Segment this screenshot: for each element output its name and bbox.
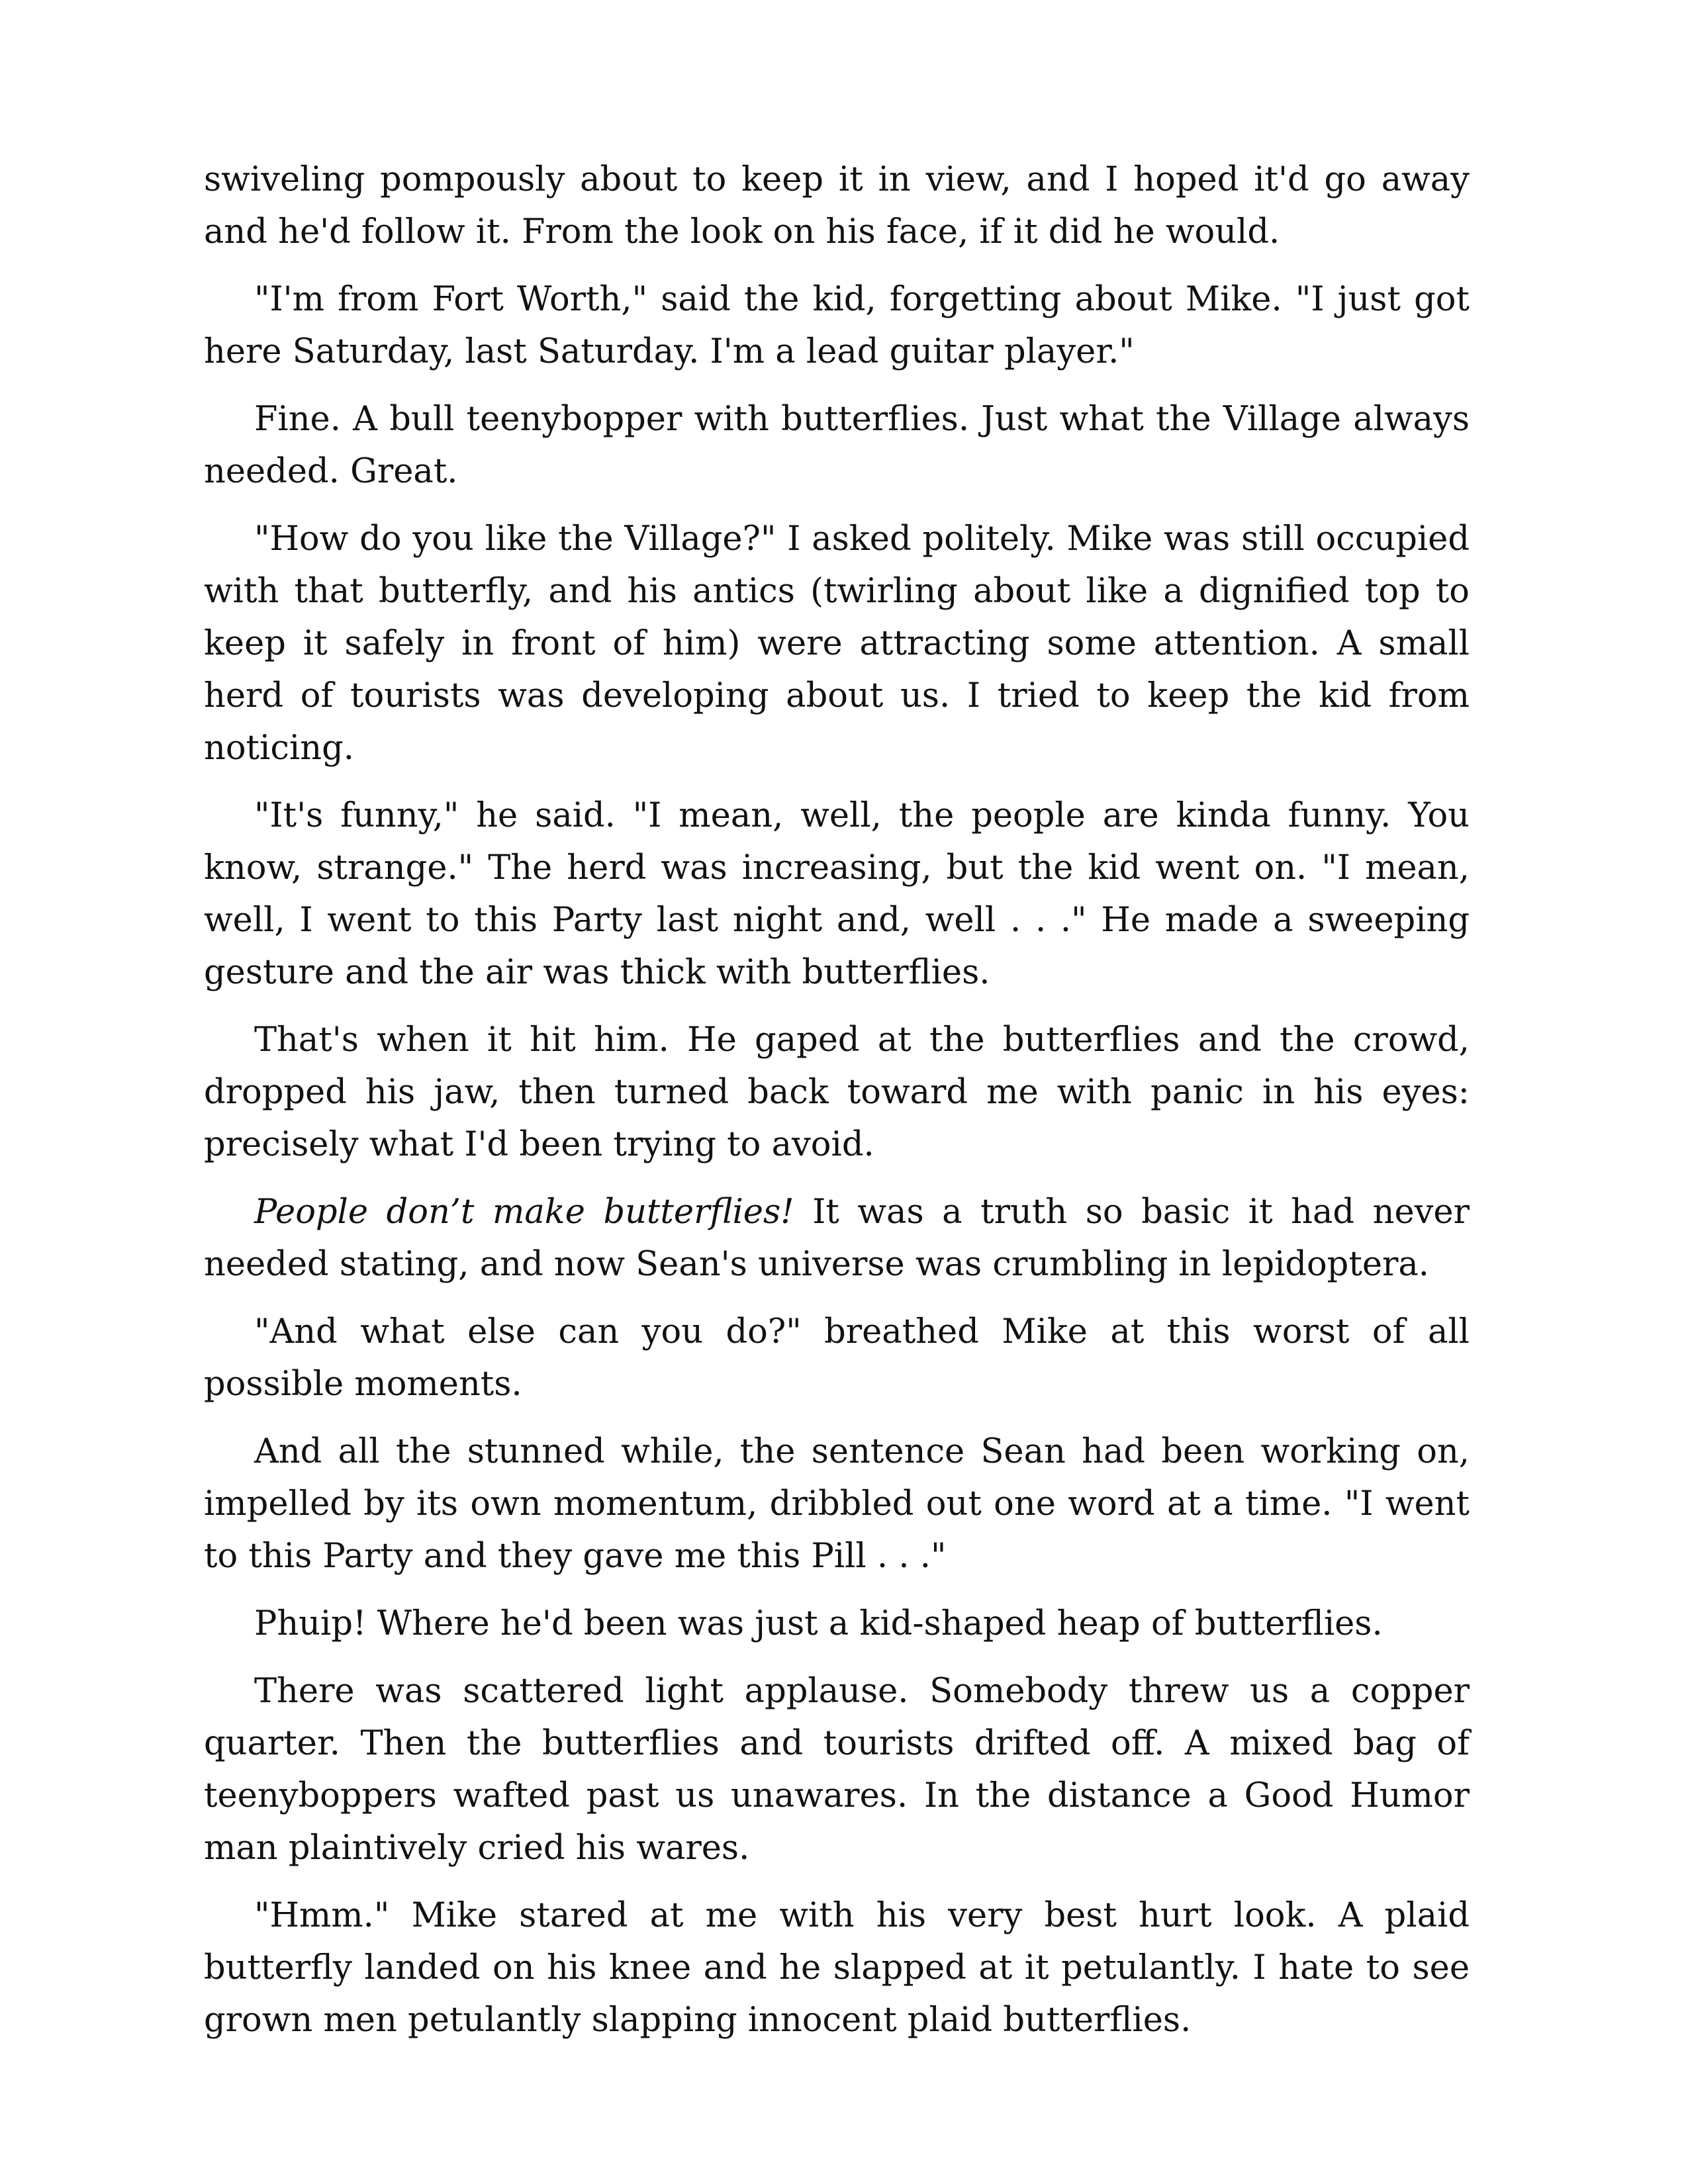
paragraph: That's when it hit him. He gaped at the butterflies and the crowd, dropped his jaw, then turned back toward me with panic in his eyes: precisely what I'd been trying to avoid. [204, 1021, 1470, 1164]
paragraph: Phuip! Where he'd been was just a kid-shaped heap of butterflies. [254, 1604, 1383, 1643]
body-text [204, 154, 1470, 2062]
paragraph: And all the stunned while, the sentence Sean had been working on, impelled by its own momentum, dribbled out one word at a time. "I went to this Party and they gave me this Pill . . ." [204, 1432, 1470, 1576]
paragraph [204, 1186, 1470, 1291]
paragraph-continuation: swiveling pompously about to keep it in view, and I hoped it'd go away and he'd follow it. From the look on his face, if it did he would. [204, 160, 1470, 251]
paragraph: Fine. A bull teenybopper with butterflies. Just what the Village always needed. Great. [204, 400, 1470, 491]
paragraph: "And what else can you do?" breathed Mike at this worst of all possible moments. [204, 1312, 1470, 1404]
paragraph: "I'm from Fort Worth," said the kid, forgetting about Mike. "I just got here Saturday, last Saturday. I'm a lead guitar player." [204, 280, 1470, 371]
paragraph: "Hmm." Mike stared at me with his very best hurt look. A plaid butterfly landed on his knee and he slapped at it petulantly. I hate to see grown men petulantly slapping innocent plaid butterflies. [204, 1896, 1470, 2040]
paragraph: "How do you like the Village?" I asked politely. Mike was still occupied with that butterfly, and his antics (twirling about like a dignified top to keep it safely in front of him) were attracting some attention. A small herd of tourists was developing about us. I tried to keep the kid from noticing. [204, 520, 1470, 768]
italic-emphasis: People don’t make butterflies! [254, 1193, 794, 1232]
paragraph-text: It was a truth so basic it had never needed stating, and now Sean's universe was crumbling in lepidoptera. [204, 1193, 1470, 1284]
paragraph: "It's funny," he said. "I mean, well, the people are kinda funny. You know, strange." The herd was increasing, but the kid went on. "I mean, well, I went to this Party last night and, well . . ." He made a sweeping gesture and the air was thick with butterflies. [204, 796, 1470, 992]
paragraph: There was scattered light applause. Somebody threw us a copper quarter. Then the butterflies and tourists drifted off. A mixed bag of teenyboppers wafted past us unawares. In the distance a Good Humor man plaintively cried his wares. [204, 1672, 1470, 1868]
